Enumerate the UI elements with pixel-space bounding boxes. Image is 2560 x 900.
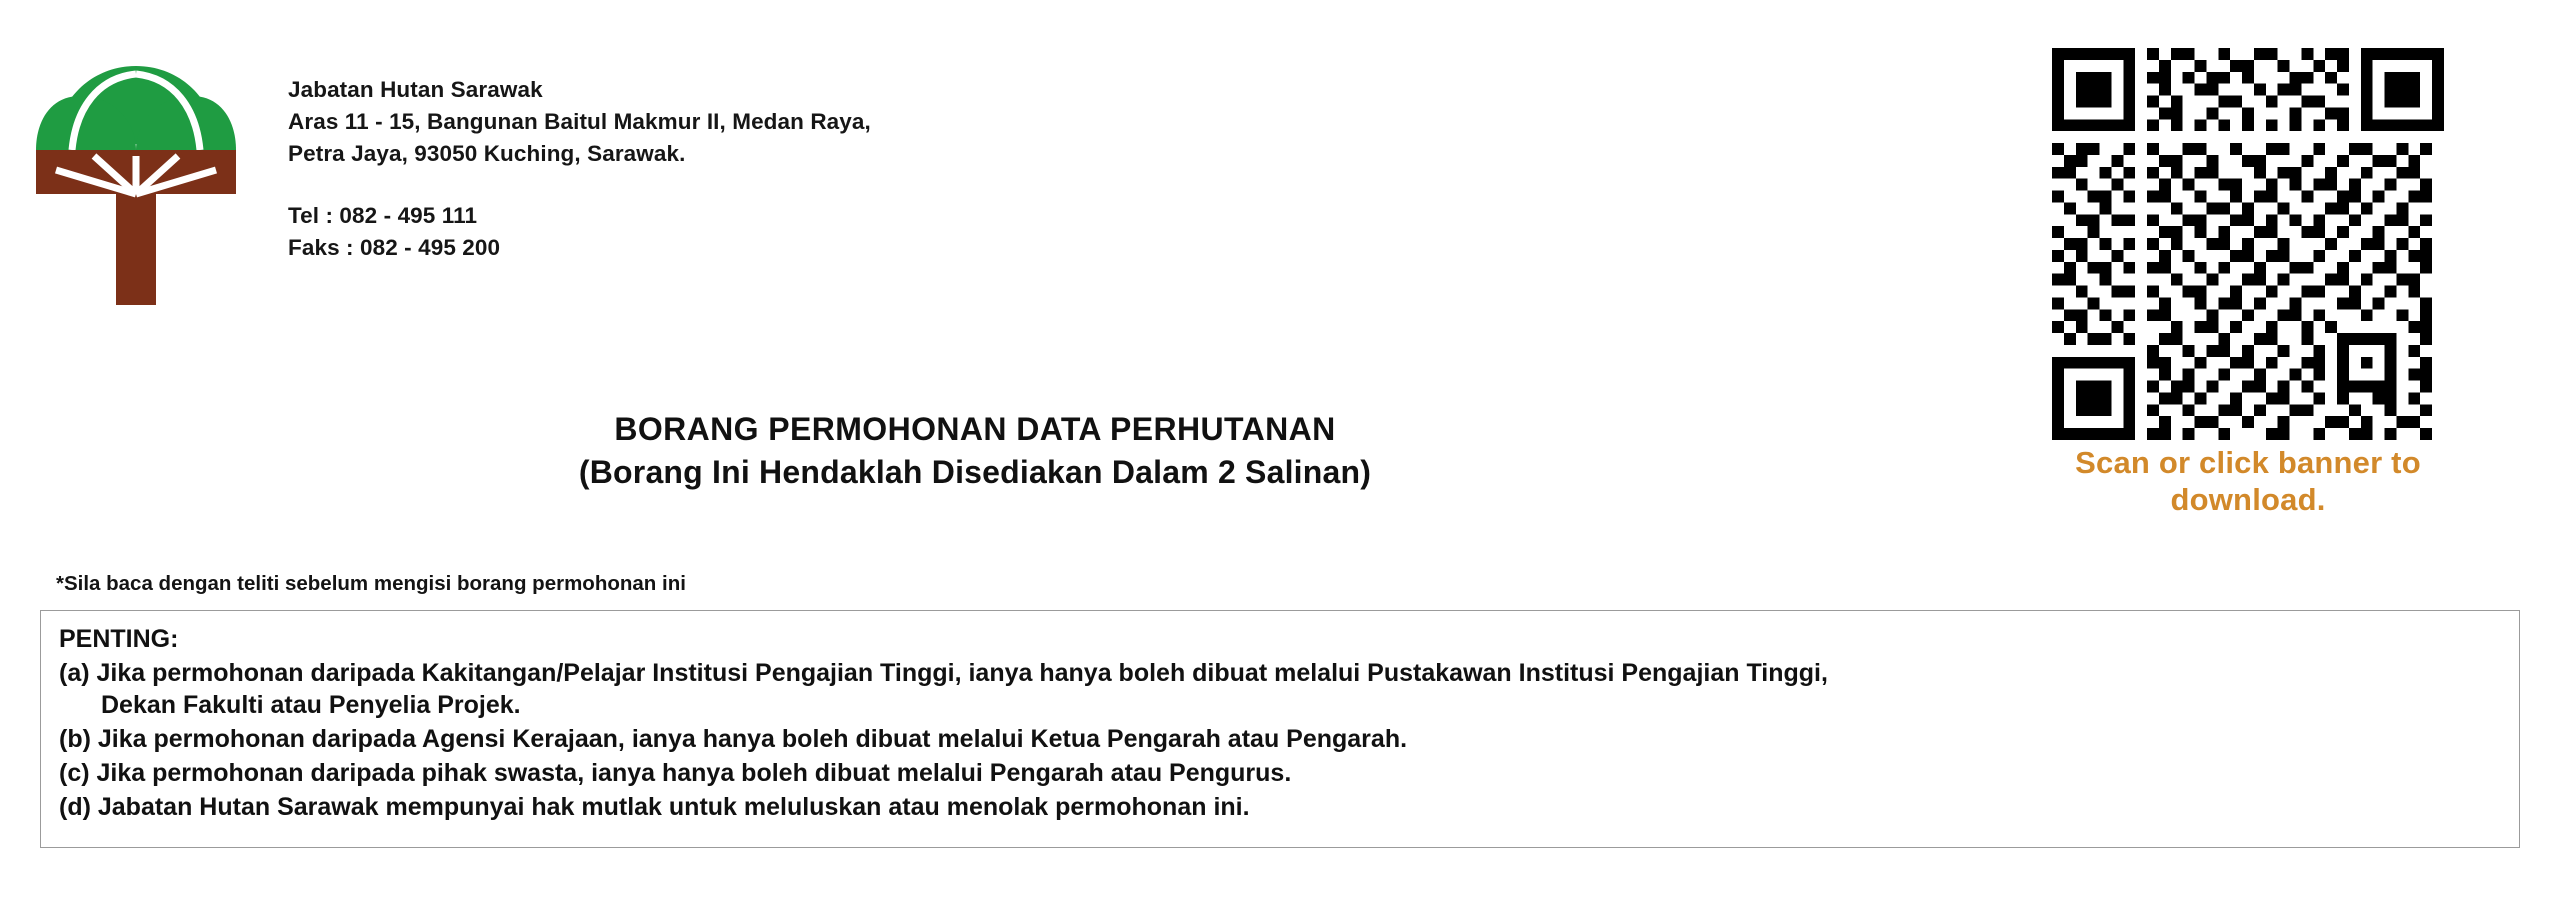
org-address-line-2: Petra Jaya, 93050 Kuching, Sarawak. bbox=[288, 140, 686, 166]
qr-banner[interactable] bbox=[2048, 48, 2448, 518]
qr-caption[interactable] bbox=[2048, 444, 2448, 518]
page-title bbox=[0, 408, 1950, 494]
important-heading: PENTING: bbox=[59, 625, 179, 653]
qr-code-icon[interactable] bbox=[2052, 48, 2444, 440]
important-item-d: (d) Jabatan Hutan Sarawak mempunyai hak mutlak untuk meluluskan atau menolak permohonan ini. bbox=[59, 793, 1250, 821]
important-item-a-continuation: Dekan Fakulti atau Penyelia Projek. bbox=[101, 691, 521, 719]
important-notice-box bbox=[40, 610, 2520, 848]
organisation-address bbox=[288, 74, 871, 264]
org-fax: Faks : 082 - 495 200 bbox=[288, 234, 501, 260]
qr-caption-line-2: download. bbox=[2170, 482, 2326, 518]
important-item-c: (c) Jika permohonan daripada pihak swasta, ianya hanya boleh dibuat melalui Pengarah atau Pengurus. bbox=[59, 759, 1292, 787]
form-title: BORANG PERMOHONAN DATA PERHUTANAN bbox=[614, 411, 1336, 447]
qr-caption-line-1: Scan or click banner to bbox=[2075, 445, 2421, 480]
org-name: Jabatan Hutan Sarawak bbox=[288, 77, 543, 102]
tree-logo-icon bbox=[36, 60, 236, 310]
important-item-b: (b) Jika permohonan daripada Agensi Kerajaan, ianya hanya boleh dibuat melalui Ketua Pengarah atau Pengarah. bbox=[59, 725, 1408, 753]
org-address-line-1: Aras 11 - 15, Bangunan Baitul Makmur II, Medan Raya, bbox=[288, 108, 871, 134]
important-item-a bbox=[59, 657, 2501, 721]
form-subtitle: (Borang Ini Hendaklah Disediakan Dalam 2 Salinan) bbox=[578, 454, 1372, 491]
important-item-a-text: (a) Jika permohonan daripada Kakitangan/Pelajar Institusi Pengajian Tinggi, ianya hanya boleh dibuat melalui Pustakawan Institusi Pengajian Tinggi, bbox=[59, 659, 1828, 687]
spacer bbox=[288, 170, 871, 200]
org-telephone: Tel : 082 - 495 111 bbox=[288, 202, 478, 228]
read-carefully-note: *Sila baca dengan teliti sebelum mengisi borang permohonan ini bbox=[56, 572, 686, 595]
